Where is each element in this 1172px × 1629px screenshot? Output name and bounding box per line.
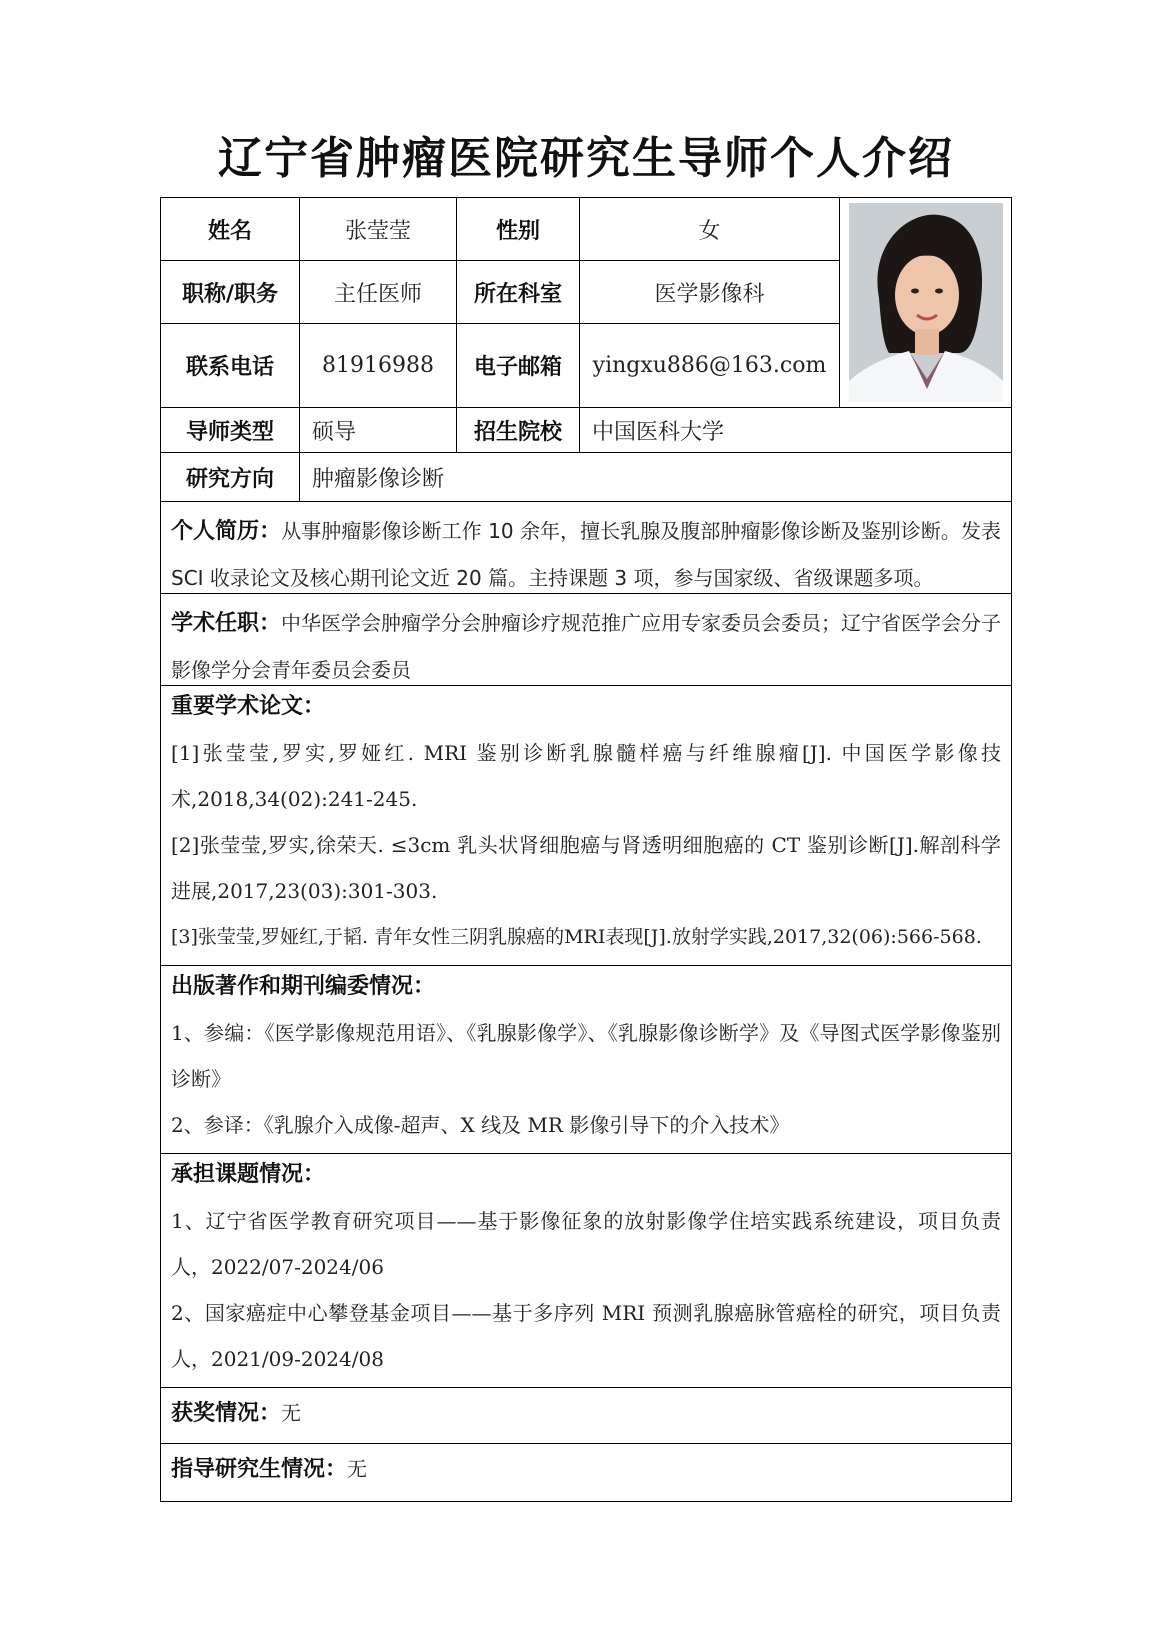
awards-label: 获奖情况： (171, 1401, 282, 1426)
paper-item: [2]张莹莹,罗实,徐荣天. ≤3cm 乳头状肾细胞癌与肾透明细胞癌的 CT 鉴别诊断[J].解剖科学进展,2017,23(03):301-303. (171, 833, 1001, 903)
students-label: 指导研究生情况： (171, 1457, 348, 1482)
type-label: 导师类型 (161, 408, 300, 453)
projects-label: 承担课题情况： (171, 1162, 326, 1187)
portrait-photo (849, 203, 1003, 402)
bio-text: 从事肿瘤影像诊断工作 10 余年，擅长乳腺及腹部肿瘤影像诊断及鉴别诊断。发表 SCI 收录论文及核心期刊论文近 20 篇。主持课题 3 项，参与国家级、省级课题多项。 (171, 519, 1001, 590)
email-label: 电子邮箱 (457, 324, 580, 408)
awards-text: 无 (281, 1401, 302, 1425)
book-item: 2、参译：《乳腺介入成像-超声、X 线及 MR 影像引导下的介入技术》 (171, 1113, 790, 1137)
school-value: 中国医科大学 (580, 408, 1011, 453)
paper-item: [1]张莹莹,罗实,罗娅红. MRI 鉴别诊断乳腺髓样癌与纤维腺瘤[J]. 中国医学影像技术,2018,34(02):241-245. (171, 741, 1001, 811)
title-value: 主任医师 (300, 261, 457, 324)
gender-value: 女 (580, 198, 840, 261)
project-item: 1、辽宁省医学教育研究项目——基于影像征象的放射影像学住培实践系统建设，项目负责人，2022/07-2024/06 (171, 1209, 1001, 1279)
book-item: 1、参编：《医学影像规范用语》、《乳腺影像学》、《乳腺影像诊断学》及《导图式医学影像鉴别诊断》 (171, 1021, 1001, 1091)
papers-section (161, 686, 1011, 966)
name-value: 张莹莹 (300, 198, 457, 261)
photo-cell (840, 198, 1011, 408)
phone-value: 81916988 (300, 324, 457, 408)
paper-item: [3]张莹莹,罗娅红,于韬. 青年女性三阴乳腺癌的MRI表现[J].放射学实践,2017,32(06):566-568. (171, 926, 982, 948)
school-label: 招生院校 (457, 408, 580, 453)
awards-section (161, 1388, 1011, 1444)
gender-label: 性别 (457, 198, 580, 261)
project-item: 2、国家癌症中心攀登基金项目——基于多序列 MRI 预测乳腺癌脉管癌栓的研究，项目负责人，2021/09-2024/08 (171, 1301, 1001, 1371)
bio-label: 个人简历： (171, 519, 282, 544)
books-label: 出版著作和期刊编委情况： (171, 974, 436, 999)
page-title: 辽宁省肿瘤医院研究生导师个人介绍 (218, 133, 954, 184)
phone-label: 联系电话 (161, 324, 300, 408)
students-section (161, 1444, 1011, 1501)
profile-table (160, 197, 1012, 1502)
students-text: 无 (347, 1457, 368, 1481)
dept-value: 医学影像科 (580, 261, 840, 324)
name-label: 姓名 (161, 198, 300, 261)
papers-label: 重要学术论文： (171, 694, 326, 719)
research-label: 研究方向 (161, 453, 300, 502)
academic-section (161, 594, 1011, 686)
email-value[interactable]: yingxu886@163.com (580, 324, 840, 408)
title-label: 职称/职务 (161, 261, 300, 324)
dept-label: 所在科室 (457, 261, 580, 324)
bio-section (161, 502, 1011, 594)
academic-label: 学术任职： (171, 611, 282, 636)
projects-section (161, 1154, 1011, 1388)
type-value: 硕导 (300, 408, 457, 453)
research-value: 肿瘤影像诊断 (300, 453, 1011, 502)
books-section (161, 966, 1011, 1154)
academic-text: 中华医学会肿瘤学分会肿瘤诊疗规范推广应用专家委员会委员；辽宁省医学会分子影像学分会青年委员会委员 (171, 611, 1002, 682)
